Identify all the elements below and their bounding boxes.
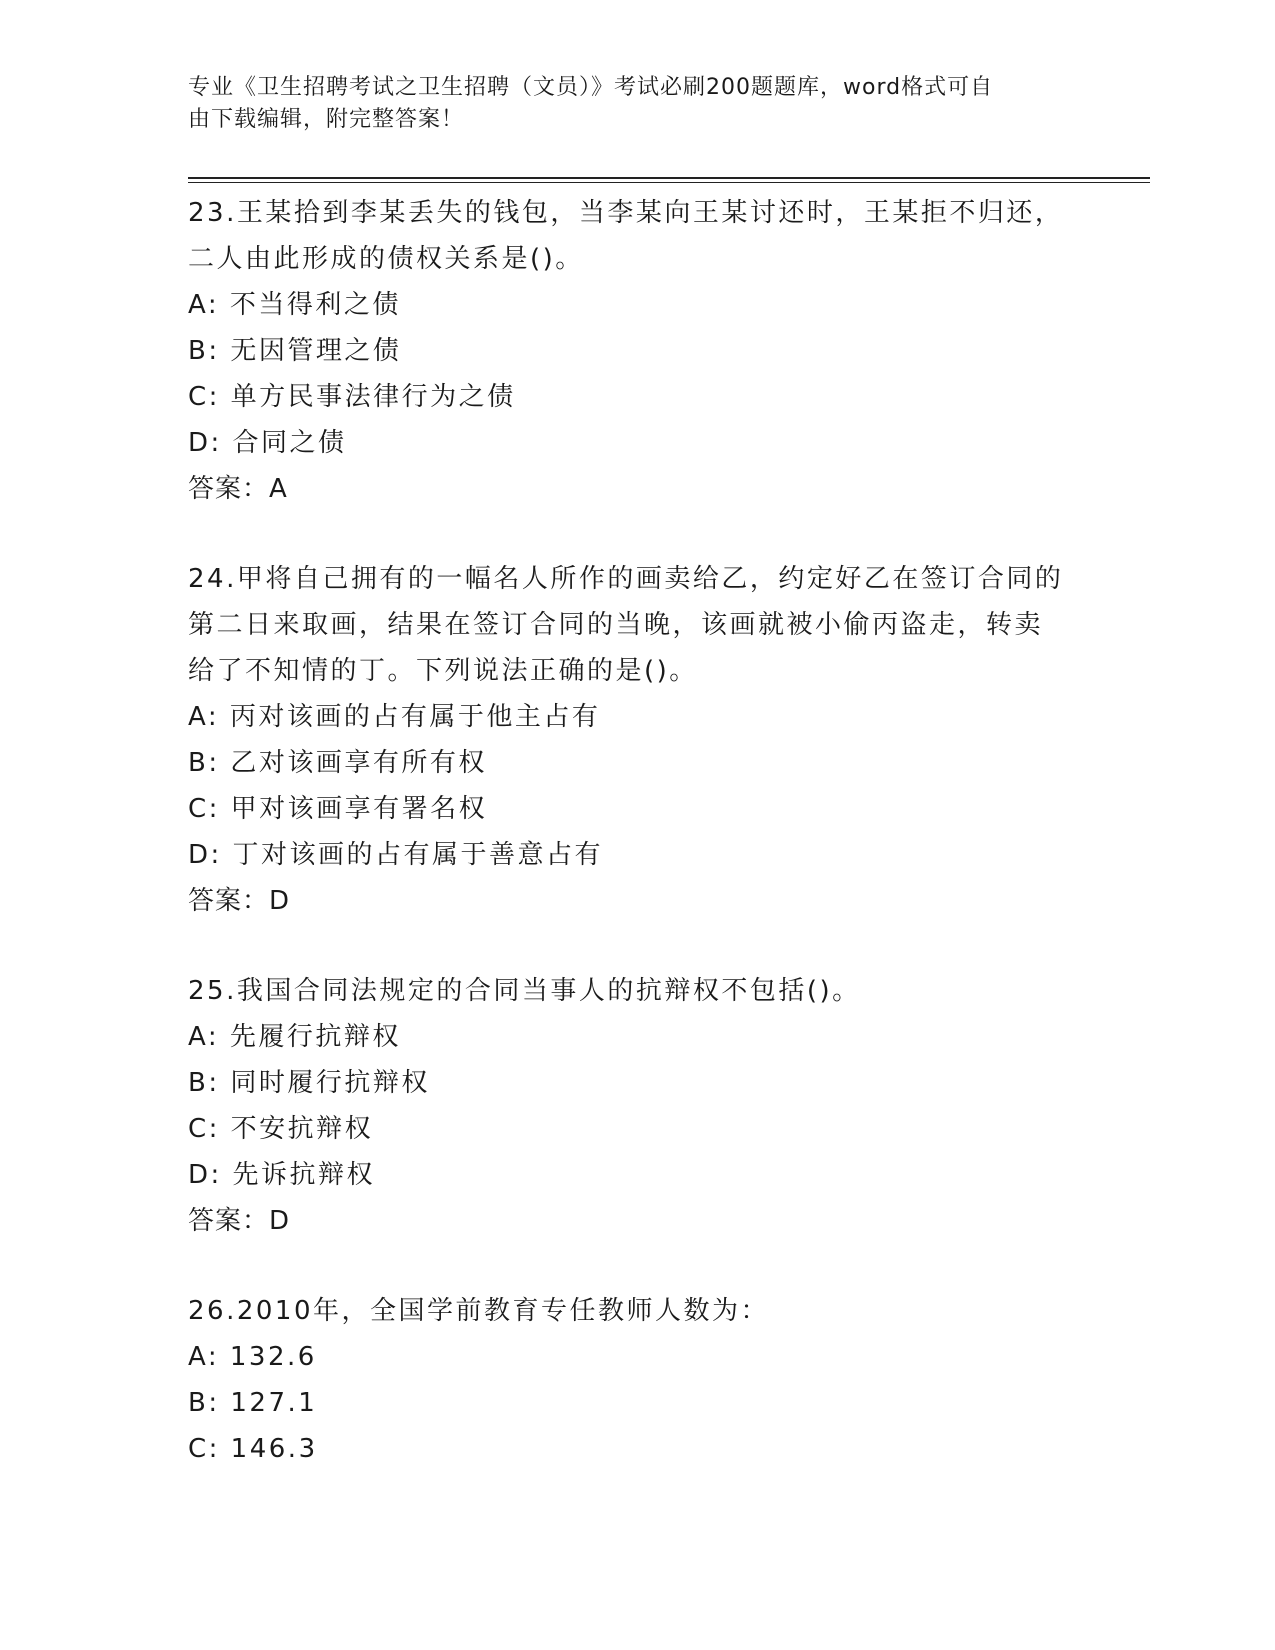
option-b: B: 无因管理之债 bbox=[188, 336, 402, 366]
question-25 bbox=[188, 968, 1088, 1244]
question-list bbox=[188, 190, 1088, 1472]
answer-line: 答案：A bbox=[188, 474, 288, 504]
question-26 bbox=[188, 1288, 1088, 1472]
document-header bbox=[188, 72, 1088, 136]
question-text-line: 第二日来取画，结果在签订合同的当晚，该画就被小偷丙盗走，转卖 bbox=[188, 610, 1044, 640]
question-text-line: 25.我国合同法规定的合同当事人的抗辩权不包括()。 bbox=[188, 976, 861, 1006]
answer-line: 答案：D bbox=[188, 1206, 291, 1236]
option-c: C: 146.3 bbox=[188, 1434, 318, 1464]
question-text-line: 24.甲将自己拥有的一幅名人所作的画卖给乙，约定好乙在签订合同的 bbox=[188, 564, 1064, 594]
question-text-line: 23.王某拾到李某丢失的钱包，当李某向王某讨还时，王某拒不归还， bbox=[188, 198, 1064, 228]
option-a: A: 丙对该画的占有属于他主占有 bbox=[188, 702, 601, 732]
question-24 bbox=[188, 556, 1088, 924]
option-a: A: 132.6 bbox=[188, 1342, 317, 1372]
option-d: D: 丁对该画的占有属于善意占有 bbox=[188, 840, 604, 870]
question-text-line: 26.2010年，全国学前教育专任教师人数为： bbox=[188, 1296, 770, 1326]
question-23 bbox=[188, 190, 1088, 512]
option-c: C: 甲对该画享有署名权 bbox=[188, 794, 488, 824]
question-text-line: 给了不知情的丁。下列说法正确的是()。 bbox=[188, 656, 698, 686]
header-divider-thin bbox=[188, 182, 1150, 183]
option-c: C: 单方民事法律行为之债 bbox=[188, 382, 516, 412]
option-a: A: 不当得利之债 bbox=[188, 290, 401, 320]
header-line-1: 专业《卫生招聘考试之卫生招聘（文员）》考试必刷200题题库，word格式可自 bbox=[188, 75, 994, 100]
option-d: D: 先诉抗辩权 bbox=[188, 1160, 376, 1190]
option-a: A: 先履行抗辩权 bbox=[188, 1022, 401, 1052]
option-d: D: 合同之债 bbox=[188, 428, 347, 458]
option-b: B: 同时履行抗辩权 bbox=[188, 1068, 430, 1098]
option-b: B: 乙对该画享有所有权 bbox=[188, 748, 487, 778]
header-divider-thick bbox=[188, 177, 1150, 179]
answer-line: 答案：D bbox=[188, 886, 291, 916]
header-line-2: 由下载编辑，附完整答案！ bbox=[188, 107, 465, 132]
question-text-line: 二人由此形成的债权关系是()。 bbox=[188, 244, 584, 274]
option-b: B: 127.1 bbox=[188, 1388, 318, 1418]
option-c: C: 不安抗辩权 bbox=[188, 1114, 374, 1144]
